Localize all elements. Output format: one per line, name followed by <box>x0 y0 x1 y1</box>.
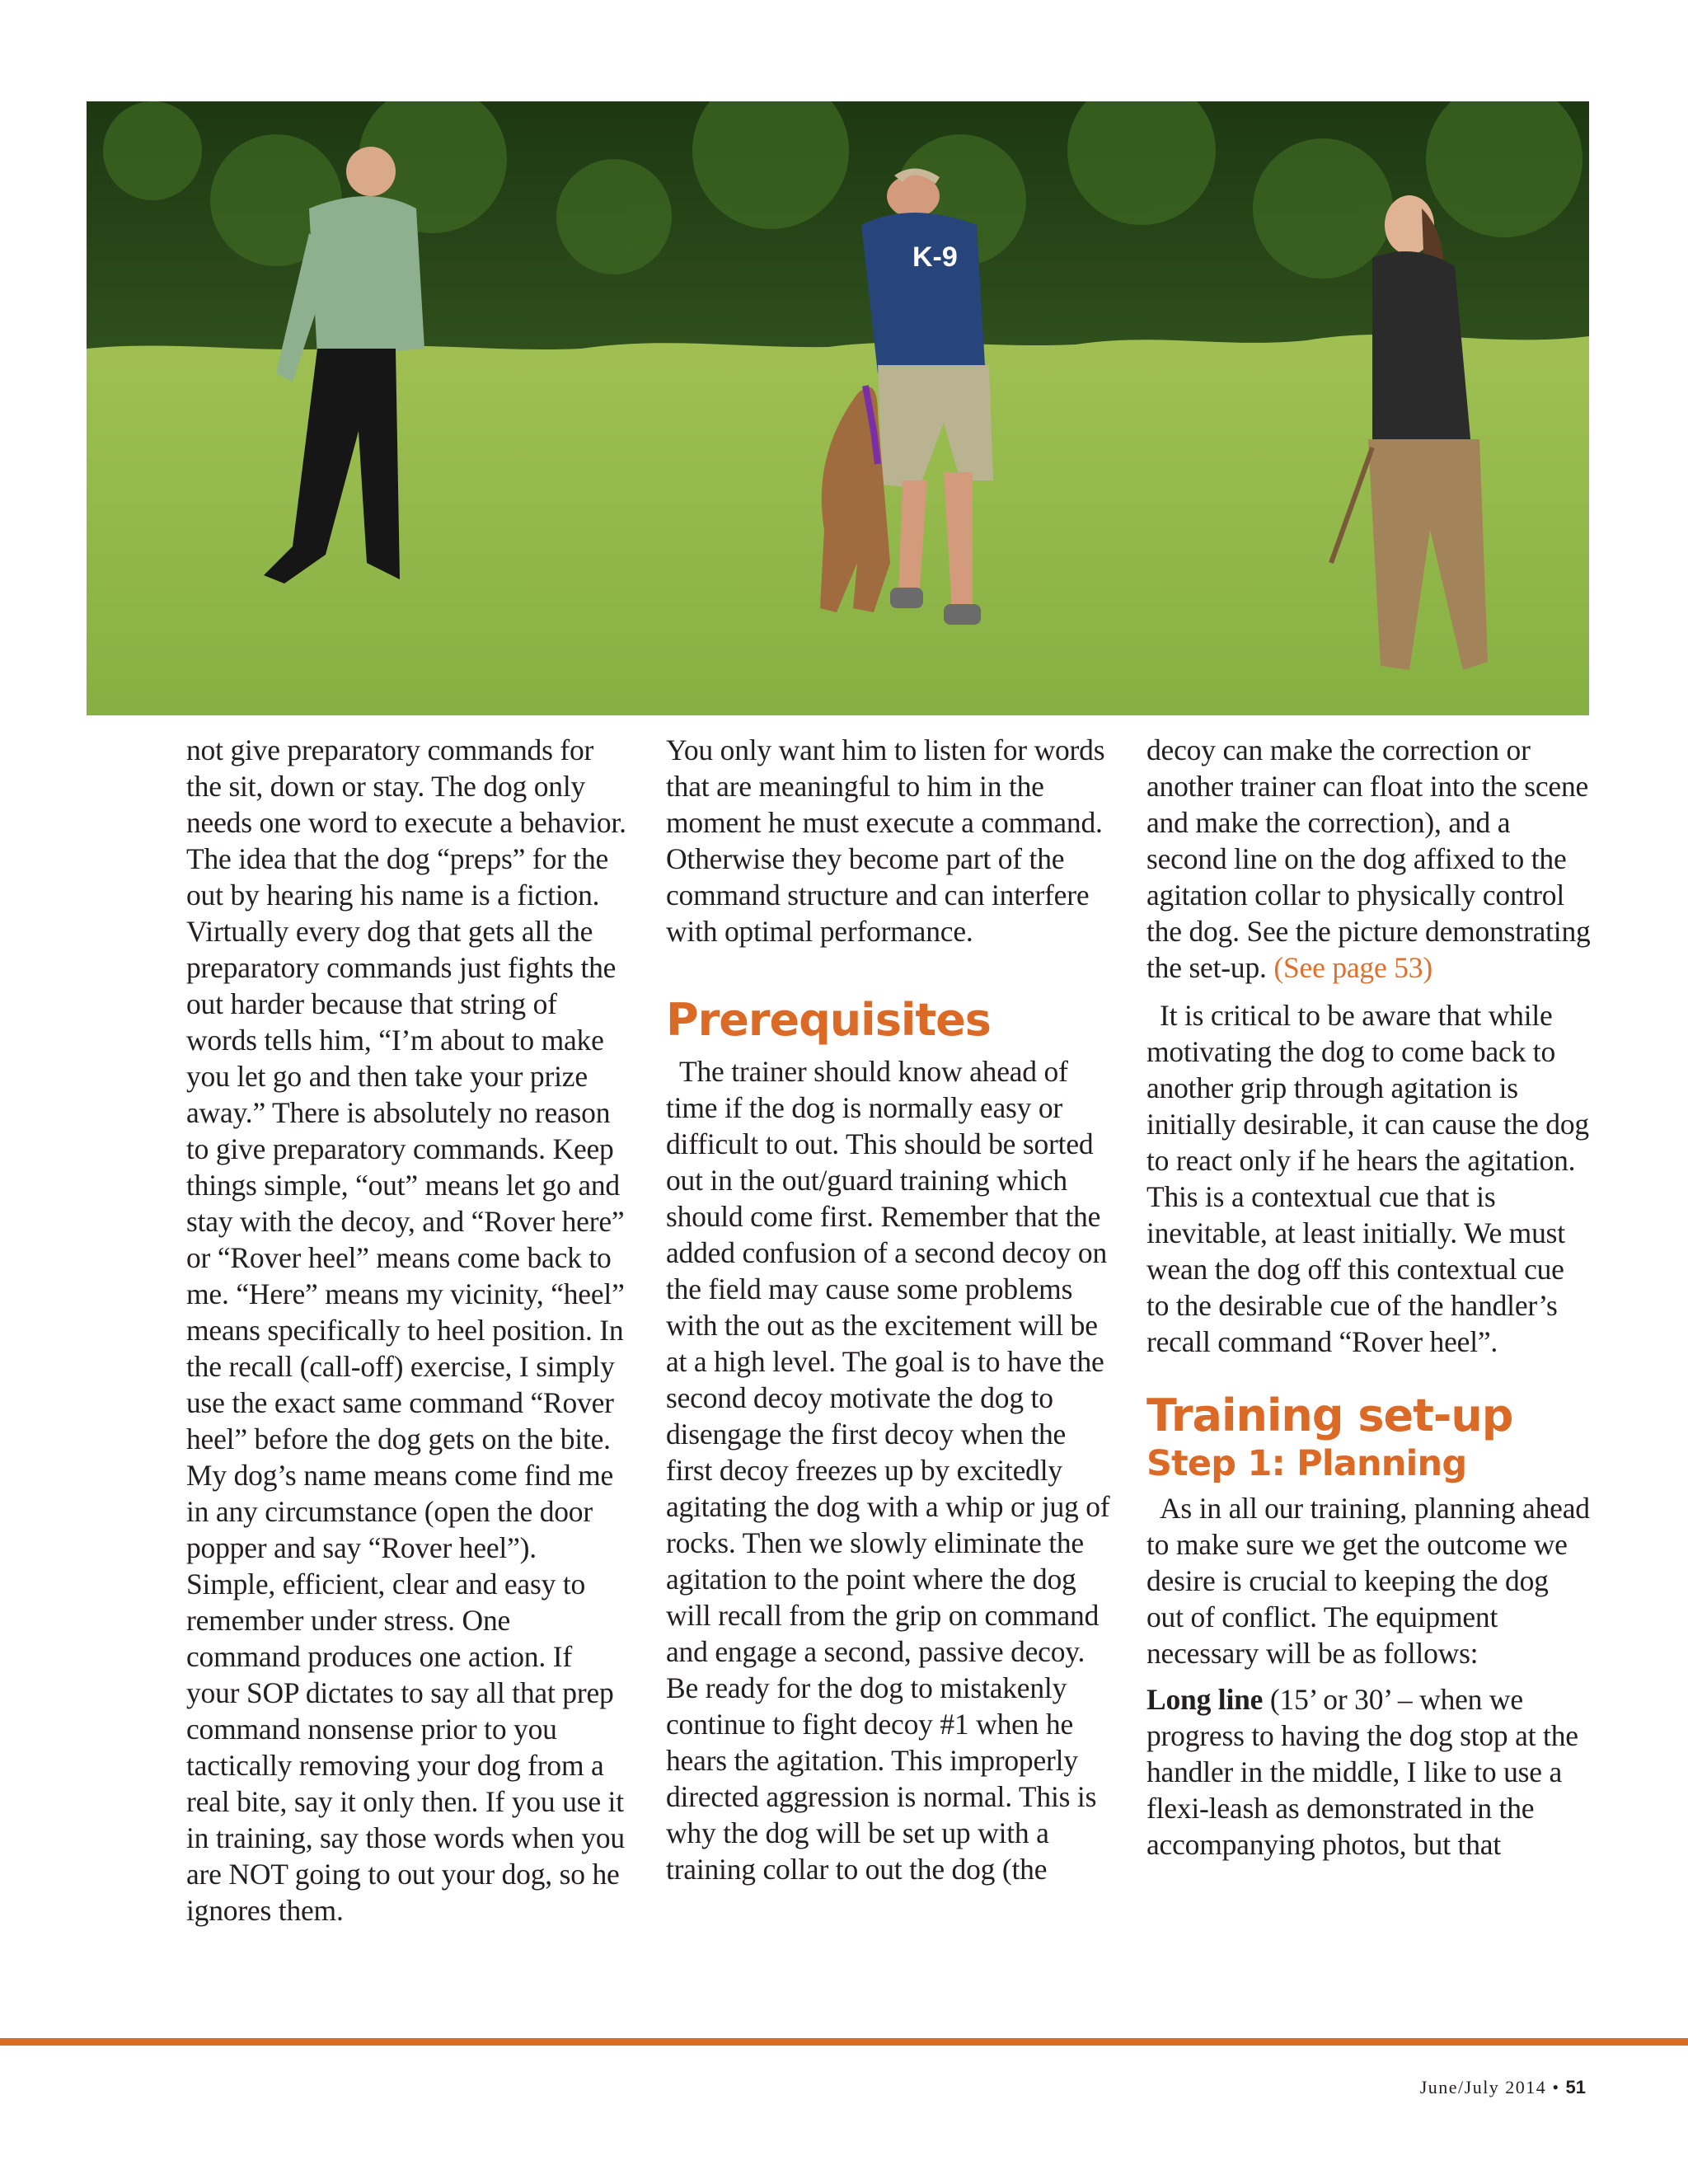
column-2-paragraph-2: The trainer should know ahead of time if the dog is normally easy or difficult to out. This should be sorted out in the out/guard training which should come first. Remember that the added confusion of a second decoy on the field may cause some problems with the out as the excitement will be at a high level. The goal is to have the second decoy motivate the dog to disengage the first decoy when the first decoy freezes up by excitedly agitating the dog with a whip or jug of rocks. Then we slowly eliminate the agitation to the point where the dog will recall from the grip on command and engage a second, passive decoy. Be ready for the dog to mistakenly continue to fight decoy #1 when he hears the agitation. This improperly directed aggression is normal. This is why the dog will be set up with a training collar to out the dog (the <box>666 1055 1110 1886</box>
column-2-paragraph-1: You only want him to listen for words that are meaningful to him in the moment he must execute a command. Otherwise they become part of the command structure and can interfere with optimal performance. <box>666 733 1105 948</box>
column-2 <box>666 732 1111 1887</box>
column-1 <box>186 732 631 1929</box>
step-1-heading: Step 1: Planning <box>1146 1443 1467 1484</box>
column-3-paragraph-3: As in all our training, planning ahead to make sure we get the outcome we desire is crucial to keeping the dog out of conflict. The equipment necessary will be as follows: <box>1146 1492 1590 1670</box>
training-field-photo <box>87 101 1589 715</box>
prerequisites-heading: Prerequisites <box>666 994 991 1046</box>
column-3 <box>1146 732 1592 1863</box>
column-1-paragraph: not give preparatory commands for the sit, down or stay. The dog only needs one word to execute a behavior. The idea that the dog “preps” for the out by hearing his name is a fiction. Virtually every dog that gets all the preparatory commands just fights the out harder because that string of words tells him, “I’m about to make you let go and then take your prize away.” There is absolutely no reason to give preparatory commands. Keep things simple, “out” means let go and stay with the decoy, and “Rover here” or “Rover heel” means come back to me. “Here” means my vicinity, “heel” means specifically to heel position. In the recall (call-off) exercise, I simply use the exact same command “Rover heel” before the dog gets on the bite. My dog’s name means come find me in any circumstance (open the door popper and say “Rover heel”). Simple, efficient, clear and easy to remember under stress. One command produces one action. If your SOP dictates to say all that prep command nonsense prior to you tactically removing your dog from a real bite, say it only then. If you use it in training, say those words when you are NOT going to out your dog, so he ignores them. <box>186 733 626 1927</box>
column-3-paragraph-4 <box>1146 1681 1592 1863</box>
column-3-paragraph-1-text: decoy can make the correction or another trainer can float into the scene and make the correction), and a second line on the dog affixed to the agitation collar to physically control the dog. See the picture demonstrating the set-up. <box>1146 733 1591 984</box>
photo-illustration <box>87 101 1589 715</box>
column-3-paragraph-4-text: (15’ or 30’ – when we progress to having the dog stop at the handler in the middle, I like to use a flexi-leash as demonstrated in the accompanying photos, but that <box>1146 1683 1578 1861</box>
long-line-term: Long line <box>1146 1683 1264 1716</box>
issue-date: June/July 2014 <box>1419 2077 1547 2097</box>
page-footer <box>1420 2077 1586 2098</box>
footer-separator: • <box>1552 2077 1560 2097</box>
page-number: 51 <box>1565 2077 1586 2097</box>
training-setup-heading: Training set-up <box>1146 1390 1513 1441</box>
column-3-paragraph-1 <box>1146 732 1592 986</box>
column-3-paragraph-2: It is critical to be aware that while motivating the dog to come back to another grip through agitation is initially desirable, it can cause the dog to react only if he hears the agitation. This is a contextual cue that is inevitable, at least initially. We must wean the dog off this contextual cue to the desirable cue of the handler’s recall command “Rover heel”. <box>1146 999 1589 1358</box>
shirt-text: K-9 <box>912 241 958 273</box>
footer-rule <box>0 2038 1688 2046</box>
see-page-link[interactable]: (See page 53) <box>1273 951 1432 984</box>
